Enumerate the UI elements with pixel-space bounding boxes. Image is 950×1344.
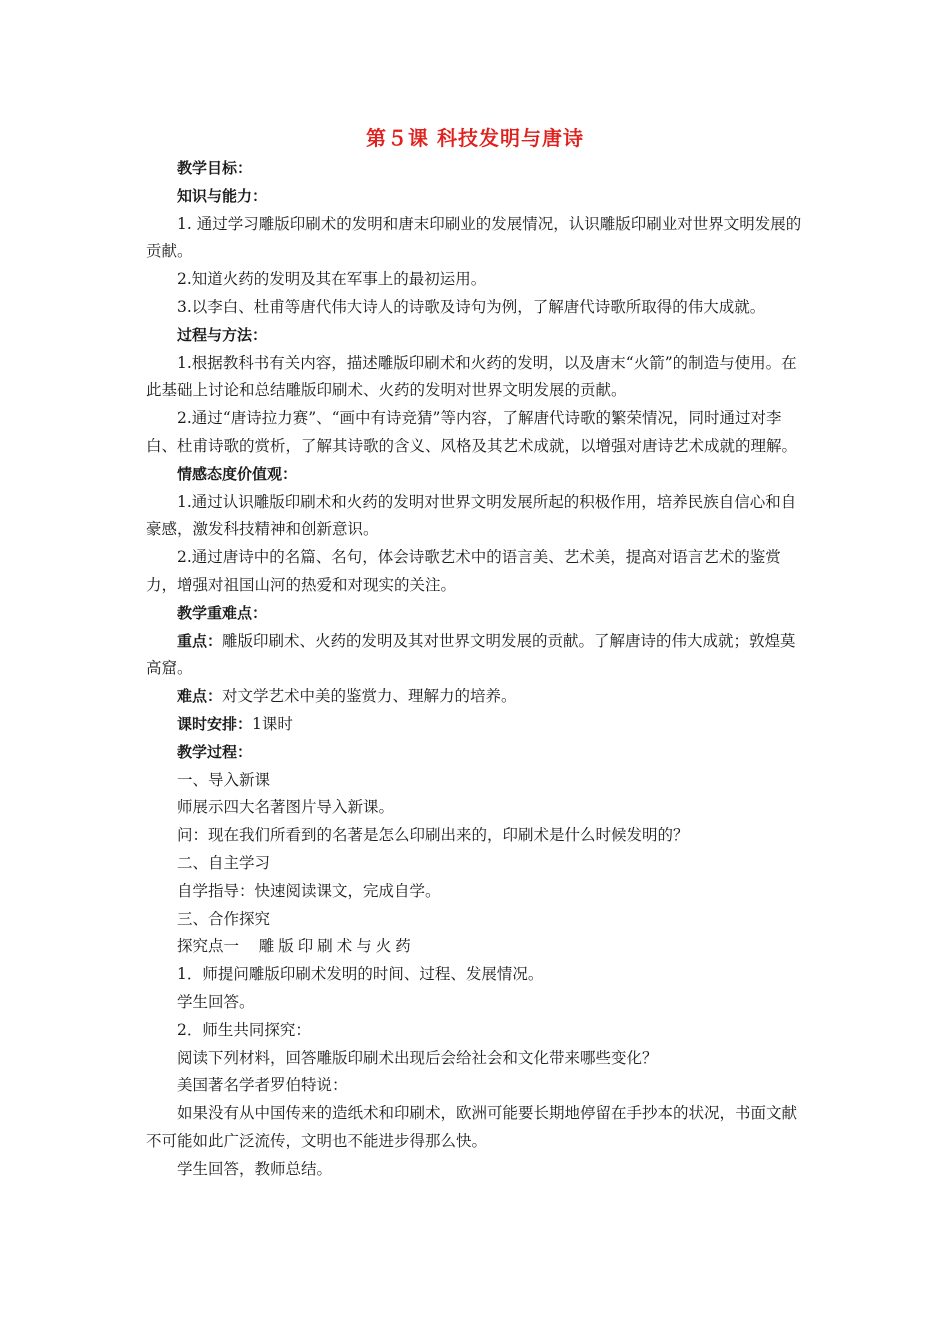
objectives-heading: 教学目标： xyxy=(177,159,253,177)
knowledge-item: 3.以李白、杜甫等唐代伟大诗人的诗歌及诗句为例，了解唐代诗歌所取得的伟大成就。 xyxy=(177,297,766,316)
procedure-heading: 教学过程： xyxy=(177,742,253,761)
difficulty-label: 难点： xyxy=(177,687,223,706)
explore-label: 探究点一 xyxy=(177,937,240,956)
procedure-line: 阅读下列材料，回答雕版印刷术出现后会给社会和文化带来哪些变化？ xyxy=(177,1048,658,1067)
emotion-heading: 情感态度价值观： xyxy=(177,464,298,483)
schedule-label: 课时安排： xyxy=(177,714,253,733)
procedure-line: 师展示四大名著图片导入新课。 xyxy=(177,798,395,817)
focus-label: 重点： xyxy=(177,631,223,650)
explore-point-line xyxy=(146,933,810,961)
quote-paragraph: 如果没有从中国传来的造纸术和印刷术，欧洲可能要长期地停留在手抄本的状况，书面文献不可能如此广泛流传，文明也不能进步得那么快。 xyxy=(146,1104,798,1150)
schedule-text: 1课时 xyxy=(252,714,293,733)
knowledge-item: 2.知道火药的发明及其在军事上的最初运用。 xyxy=(177,270,487,289)
explore-topic: 雕版印刷术与火药 xyxy=(258,937,415,956)
procedure-line: 美国著名学者罗伯特说： xyxy=(177,1076,348,1095)
knowledge-heading: 知识与能力： xyxy=(177,186,268,205)
difficulty-paragraph xyxy=(146,683,810,711)
schedule-paragraph xyxy=(146,711,810,739)
lesson-body xyxy=(146,155,810,1183)
difficulty-text: 对文学艺术中美的鉴赏力、理解力的培养。 xyxy=(222,687,517,706)
closing-line: 学生回答，教师总结。 xyxy=(177,1159,333,1178)
procedure-line: 自学指导：快速阅读课文，完成自学。 xyxy=(177,881,441,900)
process-item: 2.通过“唐诗拉力赛”、“画中有诗竞猜”等内容，了解唐代诗歌的繁荣情况，同时通过对李白、杜甫诗歌的赏析，了解其诗歌的含义、风格及其艺术成就，以增强对唐诗艺术成就的理解。 xyxy=(146,409,798,455)
procedure-line: 1．师提问雕版印刷术发明的时间、过程、发展情况。 xyxy=(177,965,544,984)
knowledge-item: 1. 通过学习雕版印刷术的发明和唐末印刷业的发展情况，认识雕版印刷业对世界文明发展的贡献。 xyxy=(146,214,802,261)
process-item: 1.根据教科书有关内容，描述雕版印刷术和火药的发明，以及唐末“火箭”的制造与使用。在此基础上讨论和总结雕版印刷术、火药的发明对世界文明发展的贡献。 xyxy=(146,353,797,400)
keypoints-heading: 教学重难点： xyxy=(177,603,268,622)
procedure-line: 2．师生共同探究： xyxy=(177,1020,311,1039)
procedure-line: 学生回答。 xyxy=(177,992,255,1011)
lesson-title: 第５课 科技发明与唐诗 xyxy=(366,126,584,150)
emotion-item: 1.通过认识雕版印刷术和火药的发明对世界文明发展所起的积极作用，培养民族自信心和自豪感，激发科技精神和创新意识。 xyxy=(146,492,797,539)
procedure-line: 三、合作探究 xyxy=(177,909,271,928)
focus-paragraph xyxy=(146,628,810,684)
procedure-line: 问：现在我们所看到的名著是怎么印刷出来的，印刷术是什么时候发明的？ xyxy=(177,826,689,845)
emotion-item: 2.通过唐诗中的名篇、名句，体会诗歌艺术中的语言美、艺术美，提高对语言艺术的鉴赏力，增强对祖国山河的热爱和对现实的关注。 xyxy=(146,548,781,594)
focus-text: 雕版印刷术、火药的发明及其对世界文明发展的贡献。了解唐诗的伟大成就；敦煌莫高窟。 xyxy=(146,631,796,678)
procedure-line: 二、自主学习 xyxy=(177,853,271,872)
procedure-line: 一、导入新课 xyxy=(177,770,271,789)
process-heading: 过程与方法： xyxy=(177,325,268,344)
